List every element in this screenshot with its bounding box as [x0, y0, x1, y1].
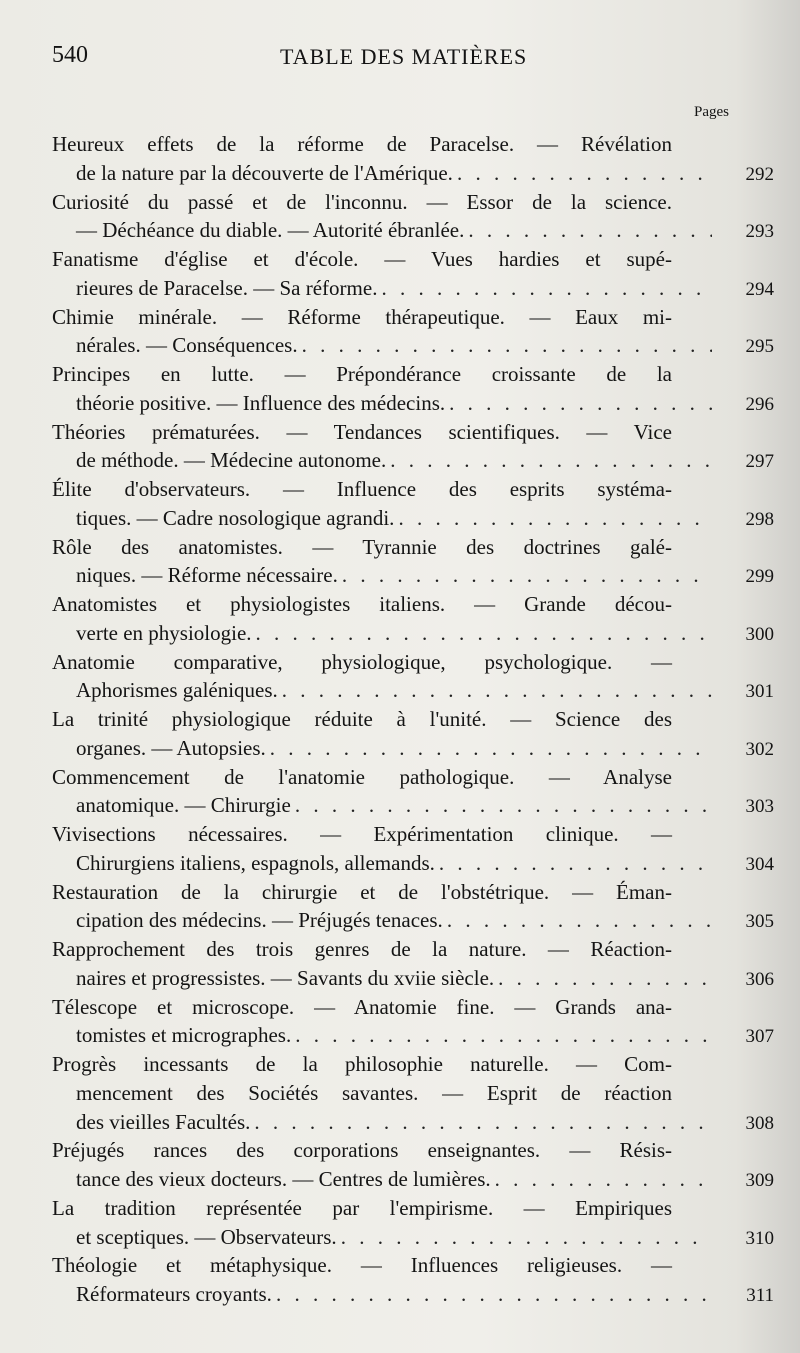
toc-entry-text: naires et progressistes. — Savants du xviie siècle.: [76, 965, 495, 990]
toc-page-number: 305: [745, 911, 774, 933]
toc-entry: [52, 648, 774, 706]
toc-entry-text: Heureux effets de la réforme de Paracelse. — Révélation: [52, 132, 672, 156]
toc-entry-text: Progrès incessants de la philosophie naturelle. — Com-: [52, 1052, 672, 1076]
toc-page-number: 295: [745, 336, 774, 358]
toc-entry-line: [52, 648, 774, 677]
toc-page-number: 299: [745, 566, 774, 588]
toc-entry-text: Restauration de la chirurgie et de l'obstétrique. — Éman-: [52, 879, 672, 904]
toc-entry-text: et sceptiques. — Observateurs.: [76, 1224, 337, 1249]
toc-entry: [52, 1050, 774, 1136]
toc-page-number: 306: [745, 968, 774, 990]
toc-entry-text: nérales. — Conséquences.: [76, 333, 298, 358]
toc-entry-text: Anatomie comparative, physiologique, psychologique. —: [52, 649, 672, 674]
toc-entry-text: des vieilles Facultés.: [76, 1109, 251, 1134]
toc-entry-text: — Déchéance du diable. — Autorité ébranlée.: [76, 218, 465, 243]
pages-column-label: Pages: [694, 104, 729, 120]
toc-entry-line: [52, 676, 774, 705]
toc-entry-text: théorie positive. — Influence des médecins.: [76, 390, 446, 415]
toc-entry-line: [52, 849, 774, 878]
dot-leader: [439, 849, 712, 878]
toc-entry-text: Télescope et microscope. — Anatomie fine. — Grands ana-: [52, 994, 672, 1019]
dot-leader: [295, 791, 712, 820]
toc-entry: [52, 590, 774, 648]
running-title: TABLE DES MATIÈRES: [280, 44, 528, 69]
toc-entry-line: [52, 561, 774, 590]
toc-entry-text: Élite d'observateurs. — Influence des esprits systéma-: [52, 477, 672, 501]
toc-page-number: 308: [745, 1112, 774, 1134]
toc-entry-line: [52, 188, 774, 217]
toc-entry-text: Théologie et métaphysique. — Influences religieuses. —: [52, 1253, 672, 1278]
toc-entry-line: [52, 1280, 774, 1309]
toc-entry-line: [52, 906, 774, 935]
toc-page-number: 292: [745, 163, 774, 185]
toc-entry-line: [52, 1251, 774, 1280]
table-of-contents: [52, 130, 774, 1309]
toc-entry: [52, 360, 774, 418]
page-number: 540: [52, 42, 88, 68]
toc-entry: [52, 303, 774, 361]
toc-entry: [52, 878, 774, 936]
dot-leader: [342, 561, 712, 590]
dot-leader: [256, 619, 712, 648]
toc-entry-line: [52, 993, 774, 1022]
toc-entry-text: Commencement de l'anatomie pathologique. — Analyse: [52, 764, 672, 789]
toc-entry-line: [52, 533, 774, 562]
toc-entry-line: [52, 619, 774, 648]
toc-entry-line: [52, 791, 774, 820]
toc-entry-line: [52, 1194, 774, 1223]
toc-entry-line: [52, 245, 774, 274]
toc-page-number: 311: [746, 1285, 774, 1306]
toc-page-number: 294: [745, 278, 774, 300]
toc-page-number: 304: [745, 853, 774, 875]
toc-entry-text: Chirurgiens italiens, espagnols, allemands.: [76, 850, 435, 875]
toc-entry-text: Préjugés rances des corporations enseignantes. — Résis-: [52, 1138, 672, 1163]
toc-entry-line: [52, 274, 774, 303]
toc-entry-line: [52, 935, 774, 964]
toc-entry: [52, 188, 774, 246]
toc-page-number: 310: [745, 1227, 774, 1249]
dot-leader: [390, 446, 712, 475]
dot-leader: [457, 159, 712, 188]
toc-entry-text: anatomique. — Chirurgie: [76, 793, 291, 818]
toc-entry: [52, 935, 774, 993]
toc-entry-text: Vivisections nécessaires. — Expérimentation clinique. —: [52, 822, 672, 846]
dot-leader: [270, 734, 712, 763]
toc-page-number: 307: [745, 1026, 774, 1048]
toc-entry-line: [52, 705, 774, 734]
toc-entry-line: [52, 1108, 774, 1137]
toc-entry-line: [52, 216, 774, 245]
toc-entry-text: Principes en lutte. — Prépondérance croissante de la: [52, 362, 672, 386]
toc-entry-line: [52, 475, 774, 504]
toc-entry-line: [52, 763, 774, 792]
toc-entry-line: [52, 1079, 774, 1108]
dot-leader: [254, 1108, 712, 1137]
toc-entry: [52, 130, 774, 188]
toc-entry-line: [52, 1223, 774, 1252]
toc-entry-text: La tradition représentée par l'empirisme. — Empiriques: [52, 1195, 672, 1220]
toc-entry-text: Théories prématurées. — Tendances scientifiques. — Vice: [52, 419, 672, 444]
toc-entry-text: organes. — Autopsies.: [76, 735, 266, 760]
page-header: [52, 42, 742, 82]
dot-leader: [381, 274, 712, 303]
toc-entry: [52, 1136, 774, 1194]
toc-page-number: 309: [745, 1170, 774, 1191]
toc-entry-text: verte en physiologie.: [76, 620, 252, 645]
toc-entry-line: [52, 734, 774, 763]
toc-entry-text: Chimie minérale. — Réforme thérapeutique. — Eaux mi-: [52, 304, 672, 329]
dot-leader: [276, 1280, 712, 1309]
toc-entry-text: La trinité physiologique réduite à l'unité. — Science des: [52, 707, 672, 731]
toc-entry: [52, 418, 774, 476]
toc-entry-line: [52, 1136, 774, 1165]
toc-page-number: 303: [745, 796, 774, 818]
dot-leader: [447, 906, 712, 935]
toc-entry-line: [52, 130, 774, 159]
toc-entry-text: de la nature par la découverte de l'Amérique.: [76, 160, 453, 185]
dot-leader: [449, 389, 712, 418]
toc-entry-line: [52, 964, 774, 993]
toc-entry-text: Rôle des anatomistes. — Tyrannie des doctrines galé-: [52, 534, 672, 559]
toc-entry: [52, 245, 774, 303]
toc-entry: [52, 1194, 774, 1252]
toc-page-number: 301: [745, 681, 774, 703]
toc-entry-line: [52, 878, 774, 907]
toc-entry-text: de méthode. — Médecine autonome.: [76, 448, 387, 473]
toc-entry: [52, 533, 774, 591]
dot-leader: [295, 1021, 712, 1050]
toc-entry-line: [52, 360, 774, 389]
toc-entry-text: Réformateurs croyants.: [76, 1282, 272, 1306]
toc-entry-line: [52, 331, 774, 360]
toc-entry-text: Fanatisme d'église et d'école. — Vues hardies et supé-: [52, 247, 672, 271]
toc-entry-text: cipation des médecins. — Préjugés tenaces.: [76, 908, 443, 933]
toc-entry-text: tance des vieux docteurs. — Centres de lumières.: [76, 1167, 491, 1191]
toc-page-number: 302: [745, 738, 774, 760]
dot-leader: [495, 1165, 712, 1194]
toc-entry-text: rieures de Paracelse. — Sa réforme.: [76, 275, 378, 300]
toc-page-number: 300: [745, 623, 774, 645]
toc-entry-text: Rapprochement des trois genres de la nature. — Réaction-: [52, 937, 672, 961]
toc-entry-line: [52, 303, 774, 332]
toc-entry-line: [52, 1050, 774, 1079]
toc-entry-text: tomistes et micrographes.: [76, 1023, 292, 1048]
toc-entry-line: [52, 418, 774, 447]
toc-entry-line: [52, 590, 774, 619]
toc-entry: [52, 763, 774, 821]
toc-entry-text: Aphorismes galéniques.: [76, 678, 278, 703]
toc-entry: [52, 993, 774, 1051]
dot-leader: [282, 676, 712, 705]
toc-entry: [52, 475, 774, 533]
toc-entry-line: [52, 504, 774, 533]
dot-leader: [468, 216, 712, 245]
toc-entry-line: [52, 820, 774, 849]
toc-entry-text: Curiosité du passé et de l'inconnu. — Essor de la science.: [52, 189, 672, 214]
toc-entry-text: niques. — Réforme nécessaire.: [76, 563, 338, 588]
toc-page-number: 296: [745, 393, 774, 415]
toc-entry: [52, 820, 774, 878]
dot-leader: [302, 331, 712, 360]
toc-entry: [52, 1251, 774, 1309]
toc-entry-text: mencement des Sociétés savantes. — Esprit de réaction: [76, 1080, 672, 1105]
toc-entry-line: [52, 389, 774, 418]
dot-leader: [398, 504, 712, 533]
toc-entry-line: [52, 446, 774, 475]
toc-entry-line: [52, 1021, 774, 1050]
toc-page-number: 297: [745, 451, 774, 473]
toc-entry: [52, 705, 774, 763]
dot-leader: [341, 1223, 712, 1252]
toc-entry-text: tiques. — Cadre nosologique agrandi.: [76, 505, 395, 530]
toc-entry-text: Anatomistes et physiologistes italiens. — Grande décou-: [52, 592, 672, 616]
toc-page-number: 298: [745, 508, 774, 530]
toc-entry-line: [52, 159, 774, 188]
toc-entry-line: [52, 1165, 774, 1194]
toc-page-number: 293: [745, 221, 774, 243]
dot-leader: [498, 964, 712, 993]
